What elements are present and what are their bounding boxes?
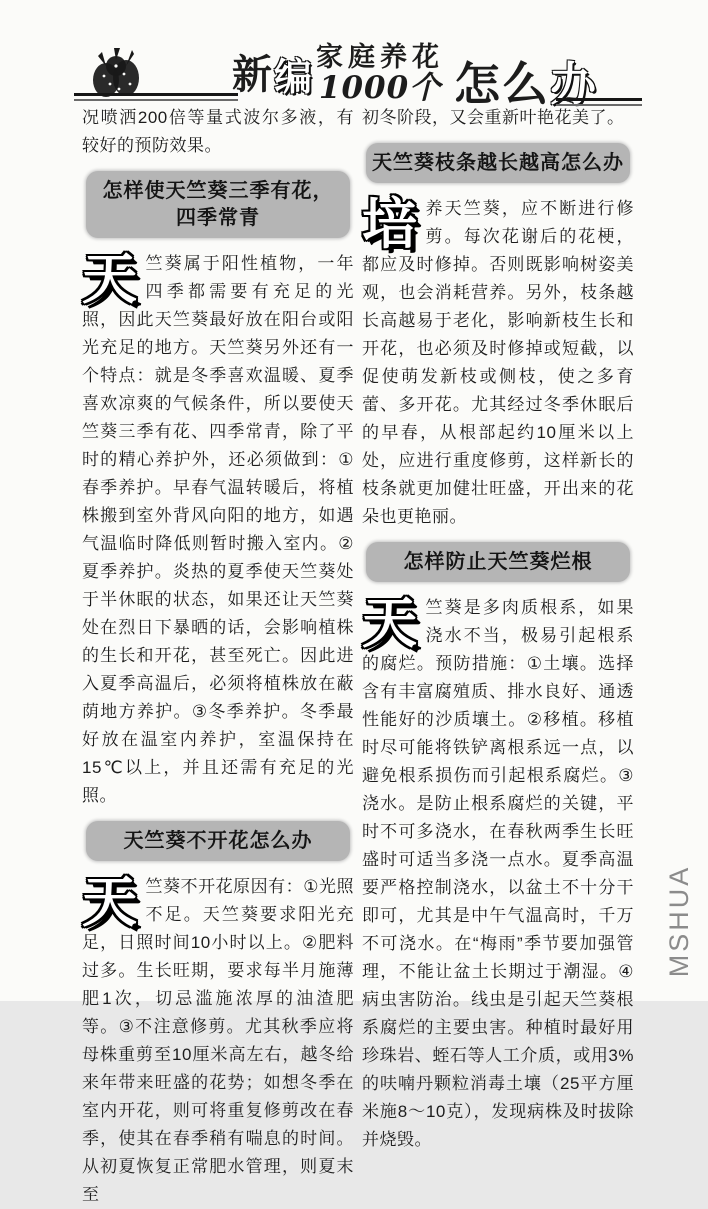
section-heading-line: 天竺葵不开花怎么办	[123, 830, 313, 852]
drop-cap: 天	[362, 592, 418, 654]
drop-cap: 天	[82, 871, 138, 933]
column-right	[362, 104, 634, 1154]
series-title-stack	[316, 42, 444, 104]
section-heading-line: 四季常青	[176, 207, 260, 229]
section-heading-line: 天竺葵枝条越长越高怎么办	[372, 152, 624, 174]
section-heading-line: 怎样使天竺葵三季有花，	[102, 180, 334, 202]
paragraph-text: 竺葵属于阳性植物，一年四季都需要有充足的光照，因此天竺葵最好放在阳台或阳光充足的地方。天竺葵另外还有一个特点：就是冬季喜欢温暖、夏季喜欢凉爽的气候条件，所以要使天竺葵三季有花、四季常青，除了平时的精心养护外，还必须做到：①春季养护。早春气温转暖后，将植株搬到室外背风向阳的地方，如遇气温临时降低则暂时搬入室内。②夏季养护。炎热的夏季使天竺葵处于半休眠的状态，如果还让天竺葵处在烈日下暴晒的话，会影响植株的生长和开花，甚至死亡。因此进入夏季高温后，必须将植株放在蔽荫地方养护。③冬季养护。冬季最好放在温室内养护，室温保持在15℃以上，并且还需有充足的光照。	[82, 254, 354, 805]
paragraph-text: 竺葵不开花原因有：①光照不足。天竺葵要求阳光充足，日照时间10小时以上。②肥料过多。生长旺期，要求每半月施薄肥1次，切忌滥施浓厚的油渣肥等。③不注意修剪。尤其秋季应将母株重剪至10厘米高左右，越冬给来年带来旺盛的花势；如想冬季在室内开花，则可将重复修剪改在春季，使其在春季稍有喘息的时间。从初夏恢复正常肥水管理，则夏末至	[82, 877, 354, 1204]
section-heading-box	[86, 821, 350, 861]
series-name: 家庭养花	[316, 42, 445, 72]
drop-cap: 培	[362, 193, 418, 255]
title-prefix-outline: 编	[274, 57, 313, 99]
header-rule-left	[74, 93, 238, 101]
book-title	[232, 42, 599, 112]
section-paragraph	[82, 250, 354, 810]
paragraph-text: 养天竺葵，应不断进行修剪。每次花谢后的花梗，都应及时修掉。否则既影响树姿美观，也会消耗营养。另外，枝条越长高越易于老化，影响新枝生长和开花，也必须及时修掉或短截，以促使萌发新枝或侧枝，使之多育蕾、多开花。尤其经过冬季休眠后的早春，从根部起约10厘米以上处，应进行重度修剪，这样新长的枝条就更加健壮旺盛，开出来的花朵也更艳丽。	[362, 199, 634, 526]
drop-cap: 天	[82, 248, 138, 310]
intro-paragraph-left: 况喷洒200倍等量式波尔多液，有较好的预防效果。	[82, 108, 354, 155]
title-suffix-solid: 怎么	[454, 58, 551, 110]
title-suffix-outline: 办	[550, 58, 599, 110]
intro-paragraph-right: 初冬阶段，又会重新叶艳花美了。	[362, 108, 625, 127]
section-paragraph	[362, 195, 634, 531]
paragraph-text: 竺葵是多肉质根系，如果浇水不当，极易引起根系的腐烂。预防措施：①土壤。选择含有丰富腐殖质、排水良好、通透性能好的沙质壤土。②移植。移植时尽可能将铁铲离根系远一点，以避免根系损伤而引起根系腐烂。③浇水。是防止根系腐烂的关键，平时不可多浇水，在春秋两季生长旺盛时可适当多浇一点水。夏季高温要严格控制浇水，以盆土不十分干即可，尤其是中午气温高时，千万不可浇水。在“梅雨”季节要加强管理，不能让盆土长期过于潮湿。④病虫害防治。线虫是引起天竺葵根系腐烂的主要虫害。种植时最好用珍珠岩、蛭石等人工介质，或用3%的呋喃丹颗粒消毒土壤（25平方厘米施8～10克），发现病株及时拔除并烧毁。	[362, 598, 634, 1149]
column-left	[82, 104, 354, 1209]
section-heading-box	[366, 542, 630, 582]
section-heading-line: 怎样防止天竺葵烂根	[403, 551, 593, 573]
section-heading-box	[86, 171, 350, 238]
section-paragraph	[362, 594, 634, 1154]
series-volume: 1000个	[318, 70, 442, 106]
vertical-watermark-text: MSHUA	[664, 864, 694, 978]
title-prefix-solid: 新	[232, 53, 272, 97]
section-heading-box	[366, 143, 630, 183]
section-paragraph	[82, 873, 354, 1209]
